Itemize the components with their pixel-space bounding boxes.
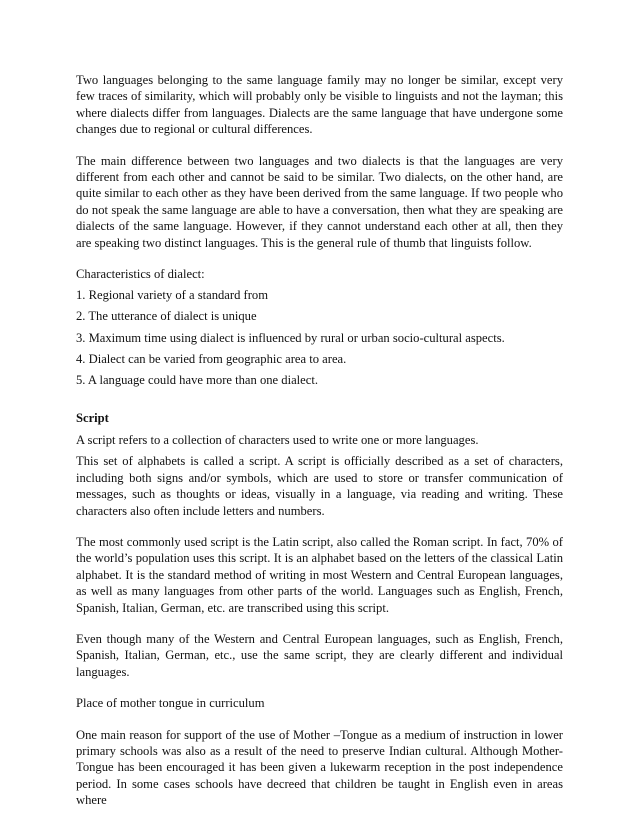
paragraph-language-vs-dialect: The main difference between two languages and two dialects is that the languages are very different from each other and cannot be said to be similar. Two dialects, on the other hand, are quite similar to each other as they have been derived from the same language. If two people who do not speak the same language are able to have a conversation, then what they are speaking are dialects of the same language. However, if they cannot understand each other at all, then they are speaking two distinct languages. This is the general rule of thumb that linguists follow. — [76, 153, 563, 250]
characteristics-title: Characteristics of dialect: — [76, 267, 205, 282]
paragraph-european-languages: Even though many of the Western and Central European languages, such as English, French, Spanish, Italian, German, etc., use the same script, they are clearly different and individual languages. — [76, 631, 563, 679]
paragraph-script-definition: A script refers to a collection of characters used to write one or more languages. — [76, 432, 479, 447]
paragraph-latin-script: The most commonly used script is the Latin script, also called the Roman script. In fact, 70% of the world’s population uses this script. It is an alphabet based on the letters of the classical Latin alphabet. It is the standard method of writing in most Western and Central European languages, as well as many languages from other parts of the world. Languages such as English, French, Spanish, Italian, German, etc. are transcribed using this script. — [76, 534, 563, 615]
list-item: 2. The utterance of dialect is unique — [76, 309, 257, 324]
list-item: 5. A language could have more than one dialect. — [76, 373, 318, 388]
paragraph-script-alphabets: This set of alphabets is called a script. A script is officially described as a set of characters, including both signs and/or symbols, which are used to store or transfer communication of messages, such as thoughts or ideas, visually in a language, via reading and writing. These characters also often include letters and numbers. — [76, 454, 563, 518]
paragraph-dialects-intro: Two languages belonging to the same language family may no longer be similar, except very few traces of similarity, which will probably only be visible to linguists and not the layman; this where dialects differ from languages. Dialects are the same language that have undergone some changes due to regional or cultural differences. — [76, 73, 563, 137]
document-page — [76, 72, 563, 809]
list-item: 3. Maximum time using dialect is influenced by rural or urban socio-cultural aspects. — [76, 330, 505, 345]
paragraph-mother-tongue: One main reason for support of the use of Mother –Tongue as a medium of instruction in lower primary schools was also as a result of the need to preserve Indian cultural. Although Mother-Tongue has been encouraged it has been given a lukewarm reception in the post independence period. In some cases schools have decreed that children be taught in English even in areas where — [76, 727, 563, 808]
list-item: 1. Regional variety of a standard from — [76, 288, 268, 303]
section-heading-script: Script — [76, 411, 109, 426]
list-item: 4. Dialect can be varied from geographic area to area. — [76, 351, 347, 366]
mother-tongue-title: Place of mother tongue in curriculum — [76, 696, 265, 711]
